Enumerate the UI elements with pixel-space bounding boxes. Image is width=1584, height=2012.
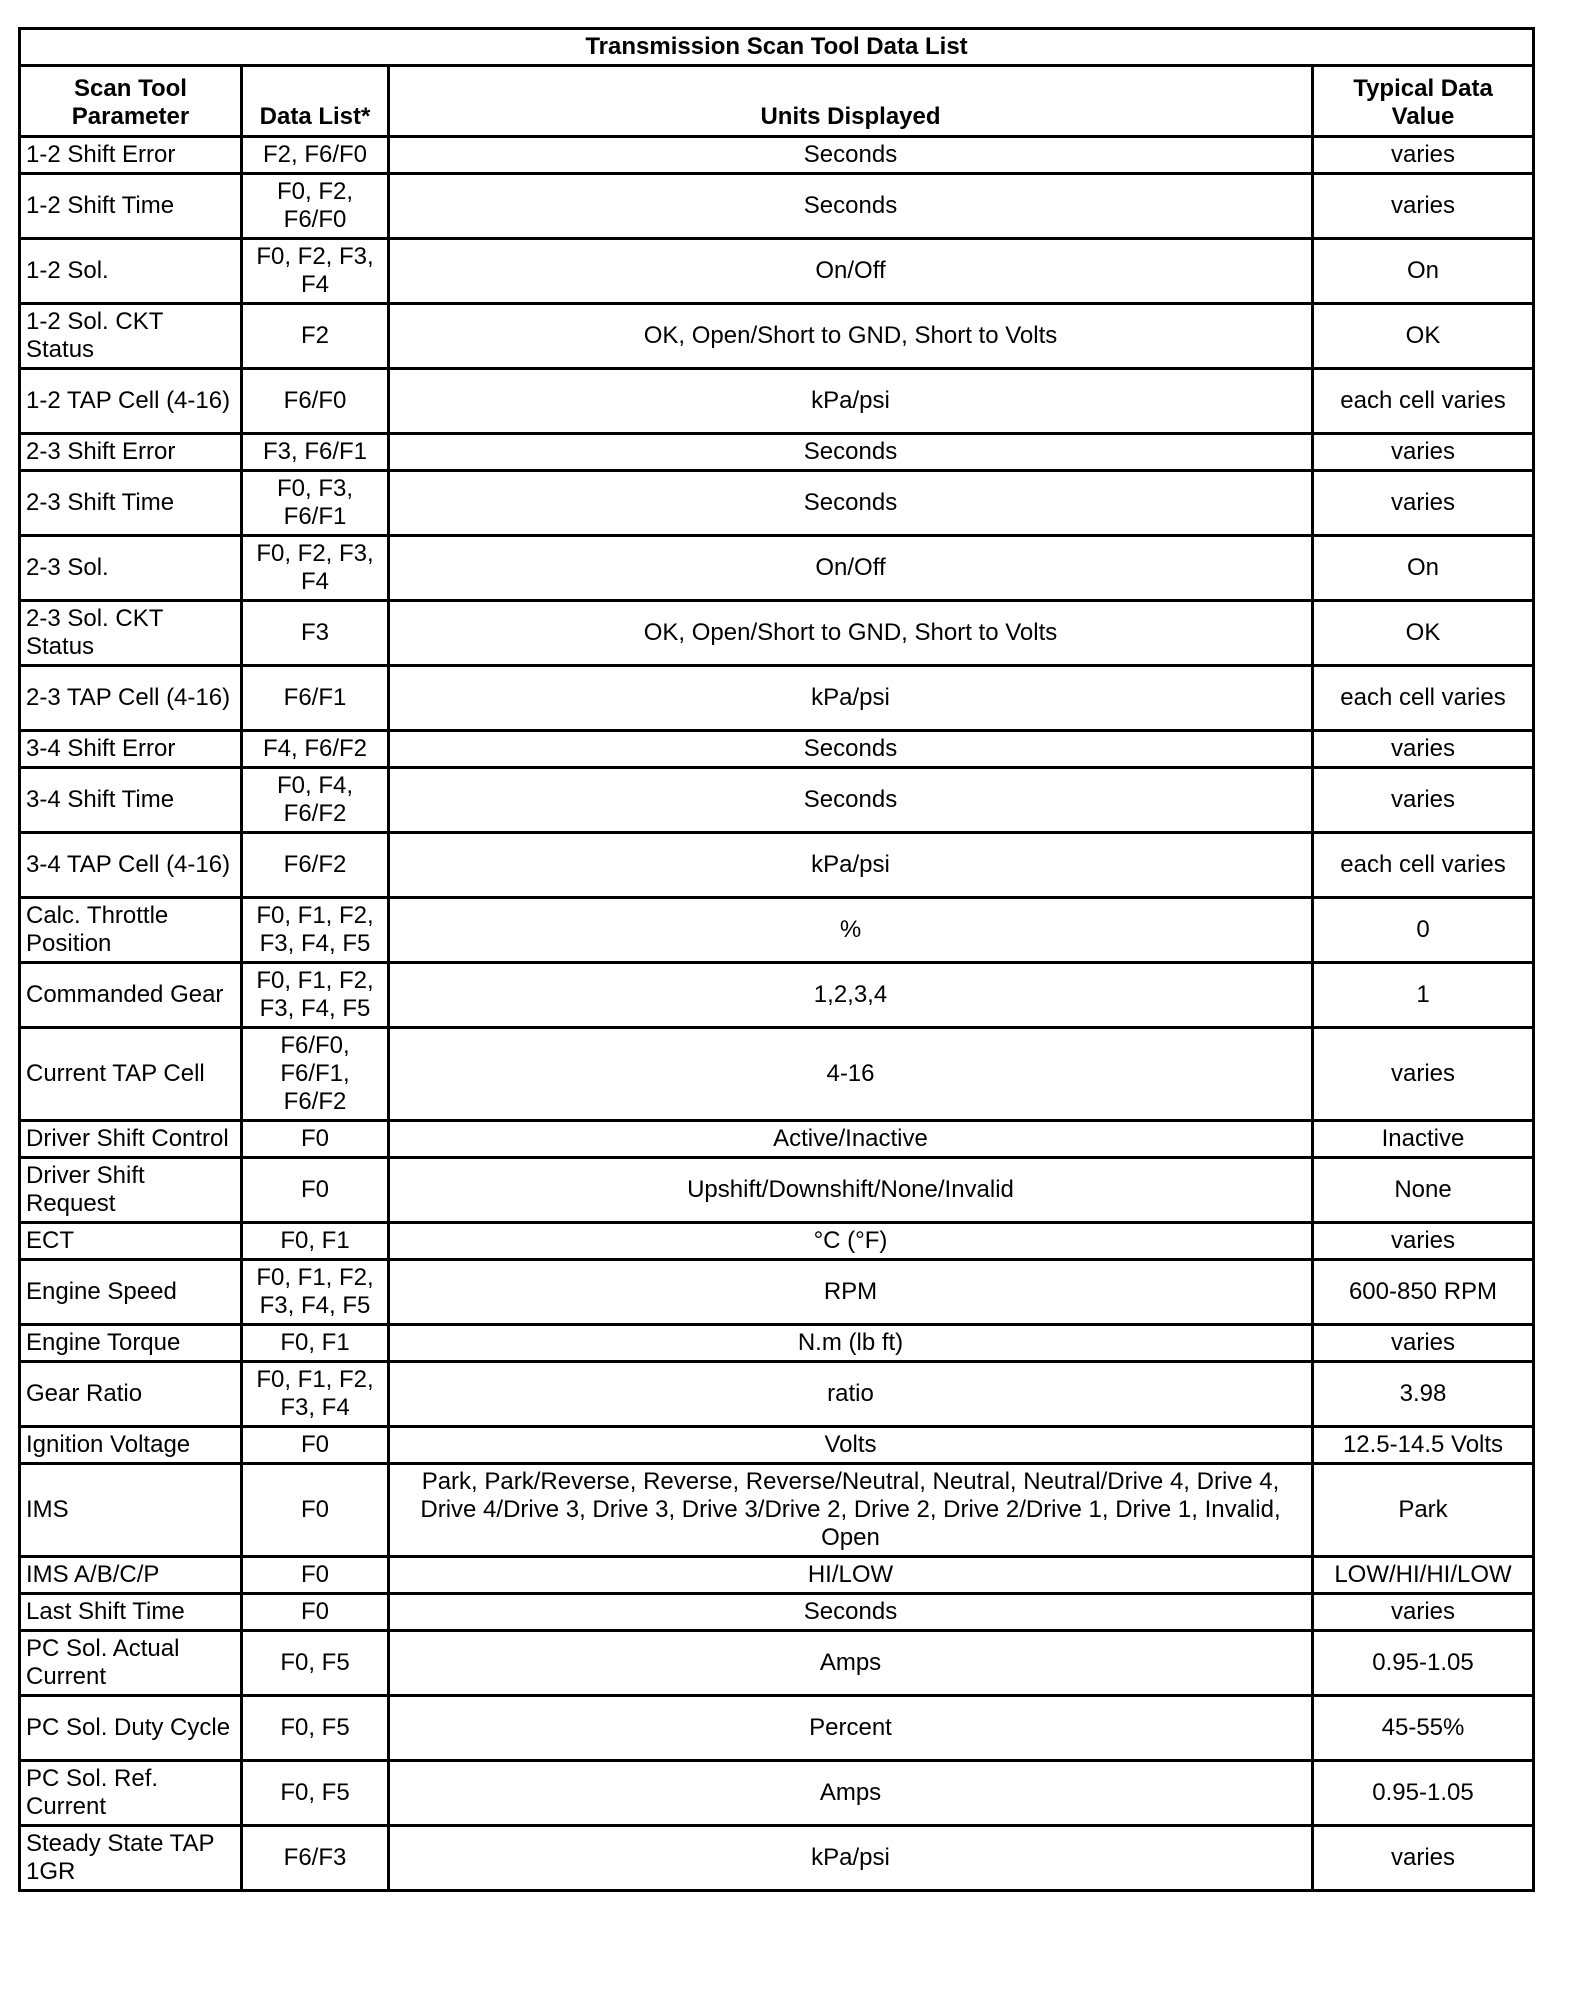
cell-typical-value: 0.95-1.05 <box>1313 1761 1534 1826</box>
table-row <box>20 1158 1534 1223</box>
cell-typical-value: LOW/HI/HI/LOW <box>1313 1557 1534 1594</box>
table-row <box>20 1557 1534 1594</box>
cell-typical-value: 45-55% <box>1313 1696 1534 1761</box>
table-row <box>20 1826 1534 1891</box>
table-row <box>20 536 1534 601</box>
cell-typical-value: 0.95-1.05 <box>1313 1631 1534 1696</box>
cell-data-list: F6/F1 <box>242 666 389 731</box>
table-row <box>20 1696 1534 1761</box>
table-row <box>20 1427 1534 1464</box>
cell-parameter: 2-3 Shift Time <box>20 471 242 536</box>
cell-units: kPa/psi <box>389 833 1313 898</box>
cell-typical-value: varies <box>1313 434 1534 471</box>
cell-data-list: F0 <box>242 1464 389 1557</box>
cell-typical-value: each cell varies <box>1313 369 1534 434</box>
cell-parameter: 2-3 Sol. CKT Status <box>20 601 242 666</box>
header-units: Units Displayed <box>389 66 1313 137</box>
cell-parameter: 3-4 Shift Time <box>20 768 242 833</box>
cell-typical-value: OK <box>1313 304 1534 369</box>
cell-parameter: PC Sol. Duty Cycle <box>20 1696 242 1761</box>
cell-parameter: IMS A/B/C/P <box>20 1557 242 1594</box>
cell-parameter: PC Sol. Ref. Current <box>20 1761 242 1826</box>
cell-data-list: F0, F1, F2, F3, F4 <box>242 1362 389 1427</box>
header-typical-line2: Value <box>1391 103 1455 130</box>
cell-data-list: F0, F2, F6/F0 <box>242 174 389 239</box>
scan-tool-data-table <box>18 27 1535 1892</box>
cell-parameter: 2-3 TAP Cell (4-16) <box>20 666 242 731</box>
cell-data-list: F0 <box>242 1427 389 1464</box>
table-row <box>20 434 1534 471</box>
cell-parameter: Ignition Voltage <box>20 1427 242 1464</box>
table-row <box>20 174 1534 239</box>
cell-parameter: Driver Shift Control <box>20 1121 242 1158</box>
header-row <box>20 66 1534 137</box>
cell-typical-value: varies <box>1313 1223 1534 1260</box>
header-parameter-line2: Parameter <box>71 103 190 130</box>
table-title: Transmission Scan Tool Data List <box>20 29 1534 66</box>
cell-data-list: F0 <box>242 1121 389 1158</box>
cell-typical-value: 600-850 RPM <box>1313 1260 1534 1325</box>
cell-typical-value: varies <box>1313 1325 1534 1362</box>
cell-data-list: F6/F0, F6/F1, F6/F2 <box>242 1028 389 1121</box>
cell-units: Amps <box>389 1761 1313 1826</box>
table-row <box>20 1223 1534 1260</box>
cell-typical-value: varies <box>1313 471 1534 536</box>
cell-units: Upshift/Downshift/None/Invalid <box>389 1158 1313 1223</box>
cell-typical-value: 12.5-14.5 Volts <box>1313 1427 1534 1464</box>
cell-units: Seconds <box>389 731 1313 768</box>
cell-units: On/Off <box>389 536 1313 601</box>
cell-typical-value: each cell varies <box>1313 833 1534 898</box>
cell-units: Seconds <box>389 137 1313 174</box>
cell-typical-value: On <box>1313 536 1534 601</box>
table-row <box>20 833 1534 898</box>
cell-typical-value: each cell varies <box>1313 666 1534 731</box>
header-typical-line1: Typical Data <box>1353 75 1493 102</box>
cell-parameter: Engine Speed <box>20 1260 242 1325</box>
cell-typical-value: 1 <box>1313 963 1534 1028</box>
cell-parameter: Engine Torque <box>20 1325 242 1362</box>
cell-typical-value: 0 <box>1313 898 1534 963</box>
cell-units: 1,2,3,4 <box>389 963 1313 1028</box>
header-data-list: Data List* <box>242 66 389 137</box>
table-row <box>20 369 1534 434</box>
cell-parameter: 1-2 TAP Cell (4-16) <box>20 369 242 434</box>
cell-parameter: 1-2 Shift Time <box>20 174 242 239</box>
table-row <box>20 1761 1534 1826</box>
table-row <box>20 768 1534 833</box>
cell-parameter: PC Sol. Actual Current <box>20 1631 242 1696</box>
cell-typical-value: OK <box>1313 601 1534 666</box>
cell-units: Percent <box>389 1696 1313 1761</box>
cell-units: RPM <box>389 1260 1313 1325</box>
cell-data-list: F0, F1, F2, F3, F4, F5 <box>242 1260 389 1325</box>
cell-parameter: 3-4 TAP Cell (4-16) <box>20 833 242 898</box>
cell-data-list: F0, F1 <box>242 1325 389 1362</box>
cell-data-list: F3 <box>242 601 389 666</box>
cell-data-list: F0 <box>242 1557 389 1594</box>
cell-parameter: Gear Ratio <box>20 1362 242 1427</box>
cell-data-list: F0, F1 <box>242 1223 389 1260</box>
cell-data-list: F2, F6/F0 <box>242 137 389 174</box>
cell-parameter: 1-2 Sol. <box>20 239 242 304</box>
table-body <box>20 137 1534 1891</box>
table-row <box>20 666 1534 731</box>
cell-data-list: F0 <box>242 1158 389 1223</box>
cell-data-list: F6/F0 <box>242 369 389 434</box>
cell-units: Seconds <box>389 434 1313 471</box>
cell-parameter: ECT <box>20 1223 242 1260</box>
cell-data-list: F6/F3 <box>242 1826 389 1891</box>
table-row <box>20 898 1534 963</box>
table-row <box>20 239 1534 304</box>
table-row <box>20 1631 1534 1696</box>
cell-units: Seconds <box>389 768 1313 833</box>
cell-units: Seconds <box>389 471 1313 536</box>
cell-typical-value: varies <box>1313 768 1534 833</box>
cell-parameter: Last Shift Time <box>20 1594 242 1631</box>
cell-parameter: 1-2 Shift Error <box>20 137 242 174</box>
cell-data-list: F0, F5 <box>242 1631 389 1696</box>
cell-units: HI/LOW <box>389 1557 1313 1594</box>
cell-parameter: 1-2 Sol. CKT Status <box>20 304 242 369</box>
cell-data-list: F3, F6/F1 <box>242 434 389 471</box>
cell-parameter: Steady State TAP 1GR <box>20 1826 242 1891</box>
cell-data-list: F0, F5 <box>242 1696 389 1761</box>
cell-typical-value: None <box>1313 1158 1534 1223</box>
table-row <box>20 1260 1534 1325</box>
cell-units: ratio <box>389 1362 1313 1427</box>
cell-units: Seconds <box>389 174 1313 239</box>
table-row <box>20 1362 1534 1427</box>
table-row <box>20 471 1534 536</box>
cell-data-list: F0, F1, F2, F3, F4, F5 <box>242 898 389 963</box>
table-row <box>20 304 1534 369</box>
table-row <box>20 1028 1534 1121</box>
cell-typical-value: varies <box>1313 1826 1534 1891</box>
table-row <box>20 963 1534 1028</box>
cell-parameter: Driver Shift Request <box>20 1158 242 1223</box>
cell-typical-value: varies <box>1313 1028 1534 1121</box>
document <box>18 27 1532 1892</box>
table-row <box>20 137 1534 174</box>
cell-units: °C (°F) <box>389 1223 1313 1260</box>
table-row <box>20 1464 1534 1557</box>
header-typical-value <box>1313 66 1534 137</box>
table-row <box>20 731 1534 768</box>
cell-typical-value: Park <box>1313 1464 1534 1557</box>
cell-typical-value: 3.98 <box>1313 1362 1534 1427</box>
cell-parameter: Calc. Throttle Position <box>20 898 242 963</box>
cell-typical-value: varies <box>1313 731 1534 768</box>
cell-units: OK, Open/Short to GND, Short to Volts <box>389 601 1313 666</box>
cell-typical-value: varies <box>1313 174 1534 239</box>
cell-units: 4-16 <box>389 1028 1313 1121</box>
cell-data-list: F0, F4, F6/F2 <box>242 768 389 833</box>
cell-data-list: F0, F2, F3, F4 <box>242 239 389 304</box>
cell-data-list: F0, F2, F3, F4 <box>242 536 389 601</box>
cell-typical-value: varies <box>1313 137 1534 174</box>
table-row <box>20 601 1534 666</box>
cell-units: N.m (lb ft) <box>389 1325 1313 1362</box>
cell-units: OK, Open/Short to GND, Short to Volts <box>389 304 1313 369</box>
cell-parameter: Current TAP Cell <box>20 1028 242 1121</box>
cell-parameter: 2-3 Sol. <box>20 536 242 601</box>
table-row <box>20 1325 1534 1362</box>
table-row <box>20 1121 1534 1158</box>
cell-data-list: F0, F1, F2, F3, F4, F5 <box>242 963 389 1028</box>
cell-data-list: F2 <box>242 304 389 369</box>
cell-units: kPa/psi <box>389 666 1313 731</box>
cell-data-list: F4, F6/F2 <box>242 731 389 768</box>
cell-units: kPa/psi <box>389 369 1313 434</box>
cell-units: kPa/psi <box>389 1826 1313 1891</box>
cell-data-list: F6/F2 <box>242 833 389 898</box>
cell-parameter: 3-4 Shift Error <box>20 731 242 768</box>
cell-parameter: IMS <box>20 1464 242 1557</box>
cell-typical-value: On <box>1313 239 1534 304</box>
cell-units: Seconds <box>389 1594 1313 1631</box>
cell-parameter: Commanded Gear <box>20 963 242 1028</box>
cell-data-list: F0 <box>242 1594 389 1631</box>
cell-typical-value: varies <box>1313 1594 1534 1631</box>
cell-units: Park, Park/Reverse, Reverse, Reverse/Neutral, Neutral, Neutral/Drive 4, Drive 4, Drive 4/Drive 3, Drive 3, Drive 3/Drive 2, Drive 2, Drive 2/Drive 1, Drive 1, Invalid, Open <box>389 1464 1313 1557</box>
cell-units: Amps <box>389 1631 1313 1696</box>
cell-units: % <box>389 898 1313 963</box>
header-parameter-line1: Scan Tool <box>74 75 187 102</box>
cell-typical-value: Inactive <box>1313 1121 1534 1158</box>
cell-units: On/Off <box>389 239 1313 304</box>
cell-units: Volts <box>389 1427 1313 1464</box>
table-row <box>20 1594 1534 1631</box>
cell-units: Active/Inactive <box>389 1121 1313 1158</box>
cell-data-list: F0, F5 <box>242 1761 389 1826</box>
header-parameter <box>20 66 242 137</box>
cell-parameter: 2-3 Shift Error <box>20 434 242 471</box>
cell-data-list: F0, F3, F6/F1 <box>242 471 389 536</box>
